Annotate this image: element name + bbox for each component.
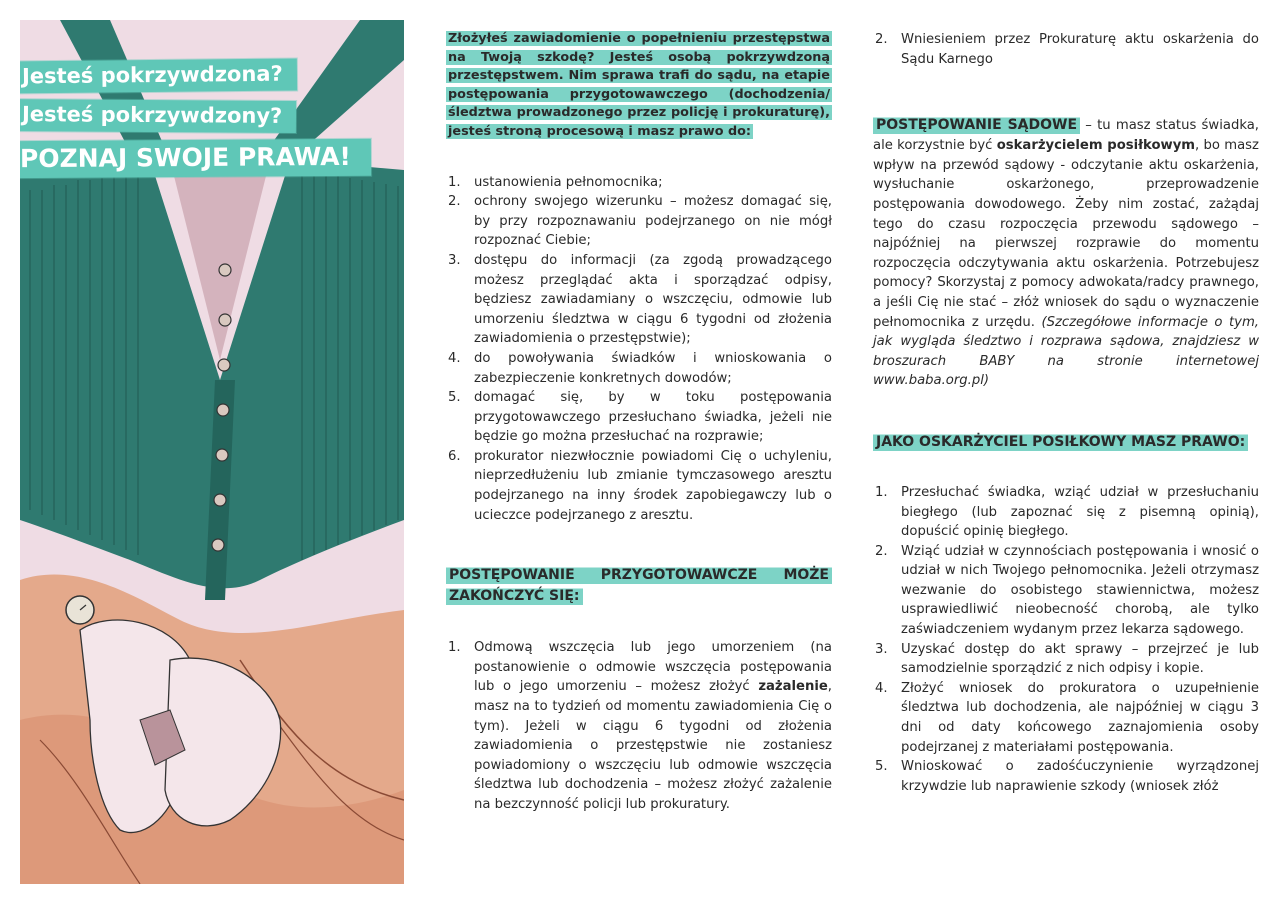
list-item-number: 6. <box>448 448 461 464</box>
list-item-number: 1. <box>875 484 888 500</box>
list-item <box>873 483 1259 542</box>
cover-title-line-1: Jesteś pokrzywdzona? <box>20 58 297 93</box>
cover-title-line-2: Jesteś pokrzywdzony? <box>20 99 296 133</box>
list-item-text: do powoływania świadków i wnioskowania o zabezpieczenie konkretnych dowodów; <box>474 350 832 386</box>
list-item-number: 2. <box>875 543 888 559</box>
list-item-number: 3. <box>448 252 461 268</box>
list-item <box>873 640 1259 679</box>
list-item <box>446 192 832 251</box>
list-item-number: 4. <box>448 350 461 366</box>
list-item-text: ustanowienia pełnomocnika; <box>474 174 663 190</box>
list-item-number: 2. <box>875 32 888 47</box>
list-item-number: 1. <box>448 174 461 190</box>
list-item-number: 2. <box>448 194 461 210</box>
section-heading: POSTĘPOWANIE PRZYGOTOWAWCZE MOŻE ZAKOŃCZYĆ SIĘ: <box>446 566 832 605</box>
court-paragraph <box>873 115 1259 391</box>
reference-note: (Szczegółowe informacje o tym, jak wygląda śledztwo i rozprawa sądowa, znajdziesz w broszurach BABY na stronie internetowej www.baba.org.pl) <box>873 314 1259 389</box>
list-item-text: Wnioskować o zadośćuczynienie wyrządzonej krzywdzie lub naprawienie szkody (wniosek złóż <box>901 759 1259 794</box>
list-item-number: 5. <box>875 759 888 775</box>
intro-paragraph <box>446 30 832 142</box>
list-item-number: 4. <box>875 680 888 696</box>
emphasis-text: oskarżycielem posiłkowym <box>996 138 1196 154</box>
list-item-text: Uzyskać dostęp do akt sprawy – przejrzeć je lub samodzielnie sporządzić z nich odpisy i kopie. <box>901 641 1259 677</box>
list-item <box>446 349 832 388</box>
list-item <box>446 251 832 349</box>
list-item <box>873 542 1259 640</box>
prosecutor-rights-list <box>873 483 1259 797</box>
pretrial-ending-list-continued <box>873 30 1259 69</box>
pretrial-ending-list <box>446 638 832 814</box>
rights-column <box>446 30 832 815</box>
cover-title-line-3: POZNAJ SWOJE PRAWA! <box>20 139 371 179</box>
list-item-text: Wniesieniem przez Prokuraturę aktu oskarżenia do Sądu Karnego <box>901 32 1259 67</box>
cover-illustration-panel <box>20 20 404 884</box>
prosecutor-heading <box>873 432 1259 453</box>
list-item-number: 1. <box>448 640 461 656</box>
list-item <box>873 679 1259 757</box>
court-column <box>873 30 1259 796</box>
pretrial-rights-list <box>446 173 832 526</box>
list-item-text: ochrony swojego wizerunku – możesz domagać się, by przy rozpoznawaniu podejrzanego on nie mógł rozpoznać Ciebie; <box>474 194 832 249</box>
list-item <box>873 757 1259 796</box>
list-item-text: domagać się, by w toku postępowania przygotowawczego przesłuchano świadka, jeżeli nie będzie go można przesłuchać na rozprawie; <box>474 390 832 445</box>
list-item-number: 5. <box>448 390 461 406</box>
list-item-text: Przesłuchać świadka, wziąć udział w przesłuchaniu biegłego (lub zapoznać się z pisemną opinią), dopuścić opinię biegłego. <box>901 484 1259 540</box>
list-item-text: Wziąć udział w czynnościach postępowania i wnosić o udział w nich Twojego pełnomocnika. Jeżeli otrzymasz wezwanie do osobistego stawiennictwa, możesz usprawiedliwić nieobecność chorobą, ale tylko zaświadczeniem wydanym przez lekarza sądowego. <box>901 543 1259 638</box>
list-item <box>446 638 832 814</box>
section-heading: JAKO OSKARŻYCIEL POSIŁKOWY MASZ PRAWO: <box>873 433 1248 451</box>
list-item <box>873 30 1259 69</box>
section-heading: POSTĘPOWANIE SĄDOWE <box>873 116 1080 134</box>
list-item-text: , masz na to tydzień od momentu zawiadomienia Cię o tym). Jeżeli w ciągu 6 tygodni od złożenia zawiadomienia o przestępstwie nie zostaniesz powiadomiony o wszczęciu lub odmowie wszczęcia śledztwa lub dochodzenia – możesz złożyć zażalenie na bezczynność policji lub prokuratury. <box>474 679 832 812</box>
emphasis-text: zażalenie <box>758 679 828 695</box>
paragraph-text: – tu masz status świadka, ale korzystnie być <box>873 118 1260 154</box>
list-item <box>446 447 832 525</box>
list-item-text: Złożyć wniosek do prokuratora o uzupełnienie śledztwa lub dochodzenia, ale najpóźniej w ciągu 3 dni od daty końcowego zaznajomienia osoby podejrzanej z materiałami postępowania. <box>901 680 1259 755</box>
pretrial-ending-heading <box>446 565 832 607</box>
list-item <box>446 173 832 193</box>
list-item-text: Odmową wszczęcia lub jego umorzeniem (na postanowienie o odmowie wszczęcia postępowania lub o jego umorzeniu – możesz złożyć <box>474 640 832 695</box>
list-item-text: dostępu do informacji (za zgodą prowadzącego możesz przeglądać akta i sporządzać odpisy, będziesz zawiadamiany o wszczęciu, odmowie lub umorzeniu śledztwa w ciągu 6 tygodni od złożenia zawiadomienia o przestępstwie); <box>474 252 832 347</box>
intro-highlight: Złożyłeś zawiadomienie o popełnieniu przestępstwa na Twoją szkodę? Jesteś osobą pokrzywdzoną przestępstwem. Nim sprawa trafi do sądu, na etapie postępowania przygotowawczego (dochodzenia/śledztwa prowadzonego przez policję i prokuraturę), jesteś stroną procesową i masz prawo do: <box>448 31 830 139</box>
paragraph-text: , bo masz wpływ na przewód sądowy - odczytanie aktu oskarżenia, wysłuchanie oskarżonego, przeprowadzenie postępowania dowodowego. Żeby nim zostać, zażądaj tego do czasu rozpoczęcia przewodu sądowego – najpóźniej na pierwszej rozprawie do momentu rozpoczęcia odczytywania aktu oskarżenia. Potrzebujesz pomocy? Skorzystaj z pomocy adwokata/radcy prawnego, a jeśli Cię nie stać – złóż wniosek do sądu o wyznaczenie pełnomocnika z urzędu. <box>873 138 1259 330</box>
list-item-text: prokurator niezwłocznie powiadomi Cię o uchyleniu, nieprzedłużeniu lub zmianie tymczasowego aresztu podejrzanego na inny środek zapobiegawczy lub o ucieczce podejrzanego z aresztu. <box>474 448 832 523</box>
list-item-number: 3. <box>875 641 888 657</box>
list-item <box>446 388 832 447</box>
